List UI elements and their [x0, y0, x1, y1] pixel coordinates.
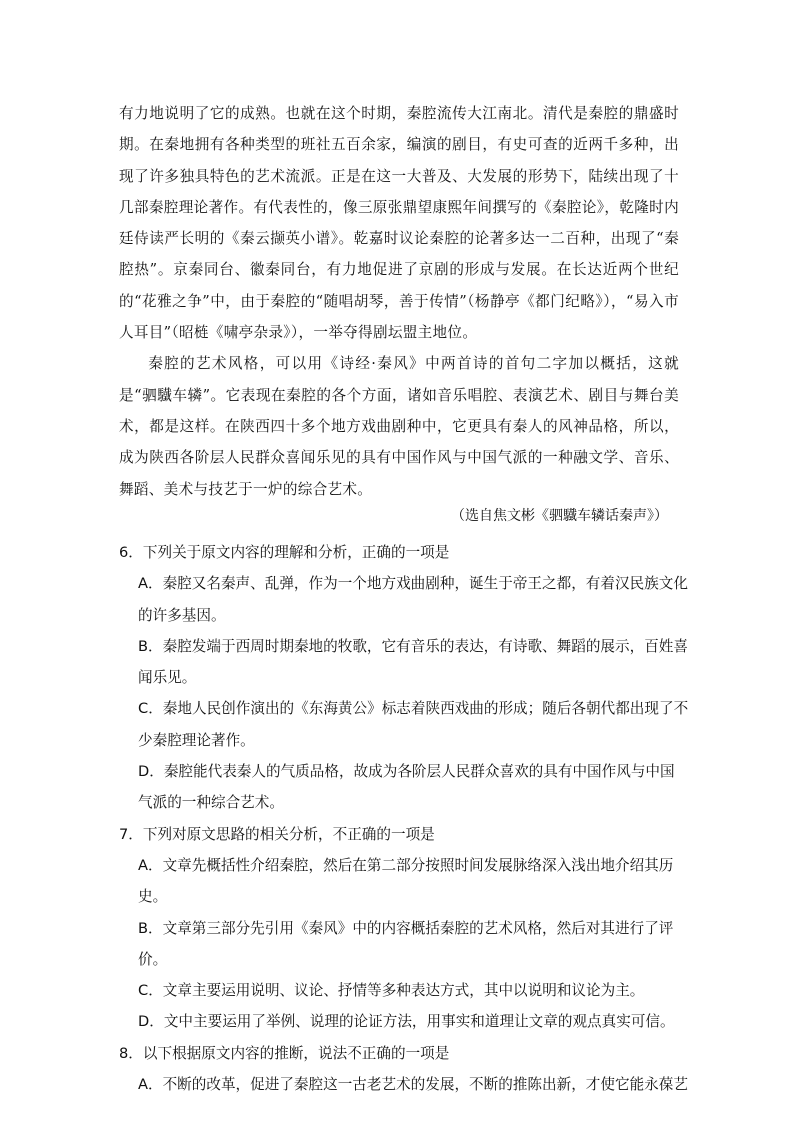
option-a: A．文章先概括性介绍秦腔，然后在第二部分按照时间发展脉络深入浅出地介绍其历史。: [138, 856, 674, 906]
question-8: [119, 1038, 689, 1101]
question-list: [119, 537, 689, 1100]
question-7: [119, 819, 689, 1038]
passage-text: [119, 98, 679, 505]
option-b: B．秦腔发端于西周时期秦地的牧歌，它有音乐的表达，有诗歌、舞蹈的展示，百姓喜闻乐见。: [138, 637, 688, 687]
option-b: B．文章第三部分先引用《秦风》中的内容概括秦腔的艺术风格，然后对其进行了评价。: [138, 919, 674, 968]
question-stem: 6．下列关于原文内容的理解和分析，正确的一项是: [119, 544, 450, 561]
question-stem: 8．以下根据原文内容的推断，说法不正确的一项是: [119, 1044, 450, 1062]
passage-paragraph: 有力地说明了它的成熟。也就在这个时期，秦腔流传大江南北。清代是秦腔的鼎盛时期。在秦地拥有各种类型的班社五百余家，编演的剧目，有史可查的近两千多种，出现了许多独具特色的艺术流派。正是在这一大普及、大发展的形势下，陆续出现了十几部秦腔理论著作。有代表性的，像三原张鼎望康熙年间撰写的《秦腔论》，乾隆时内廷侍读严长明的《秦云撷英小谱》。乾嘉时议论秦腔的论著多达一二百种，出现了“秦腔热”。京秦同台、徽秦同台，有力地促进了京剧的形成与发展。在长达近两个世纪的“花雅之争”中，由于秦腔的“随唱胡琴，善于传情”（杨静亭《都门纪略》），“易入市人耳目”（昭梿《啸亭杂录》），一举夺得剧坛盟主地位。: [119, 105, 679, 342]
option-c: C．文章主要运用说明、议论、抒情等多种表达方式，其中以说明和议论为主。: [138, 982, 645, 1000]
passage-source: （选自焦文彬《驷驖车辚话秦声》）: [451, 508, 668, 524]
option-d: D．秦腔能代表秦人的气质品格，故成为各阶层人民群众喜欢的具有中国作风与中国气派的一种综合艺术。: [138, 763, 675, 812]
question-stem: 7．下列对原文思路的相关分析，不正确的一项是: [119, 825, 435, 843]
option-c: C．秦地人民创作演出的《东海黄公》标志着陕西戏曲的形成；随后各朝代都出现了不少秦腔理论著作。: [138, 700, 689, 749]
passage-paragraph: 秦腔的艺术风格，可以用《诗经·秦风》中两首诗的首句二字加以概括，这就是“驷驖车辚”。它表现在秦腔的各个方面，诸如音乐唱腔、表演艺术、剧目与舞台美术，都是这样。在陕西四十多个地方戏曲剧种中，它更具有秦人的风神品格，所以，成为陕西各阶层人民群众喜闻乐见的具有中国作风与中国气派的一种融文学、音乐、舞蹈、美术与技艺于一炉的综合艺术。: [119, 355, 679, 498]
option-a: A．秦腔又名秦声、乱弹，作为一个地方戏曲剧种，诞生于帝王之都，有着汉民族文化的许多基因。: [138, 575, 688, 624]
question-6: [119, 537, 689, 819]
option-a: A．不断的改革，促进了秦腔这一古老艺术的发展，不断的推陈出新，才使它能永葆艺: [138, 1076, 688, 1094]
option-d: D．文中主要运用了举例、说理的论证方法，用事实和道理让文章的观点真实可信。: [138, 1013, 675, 1031]
